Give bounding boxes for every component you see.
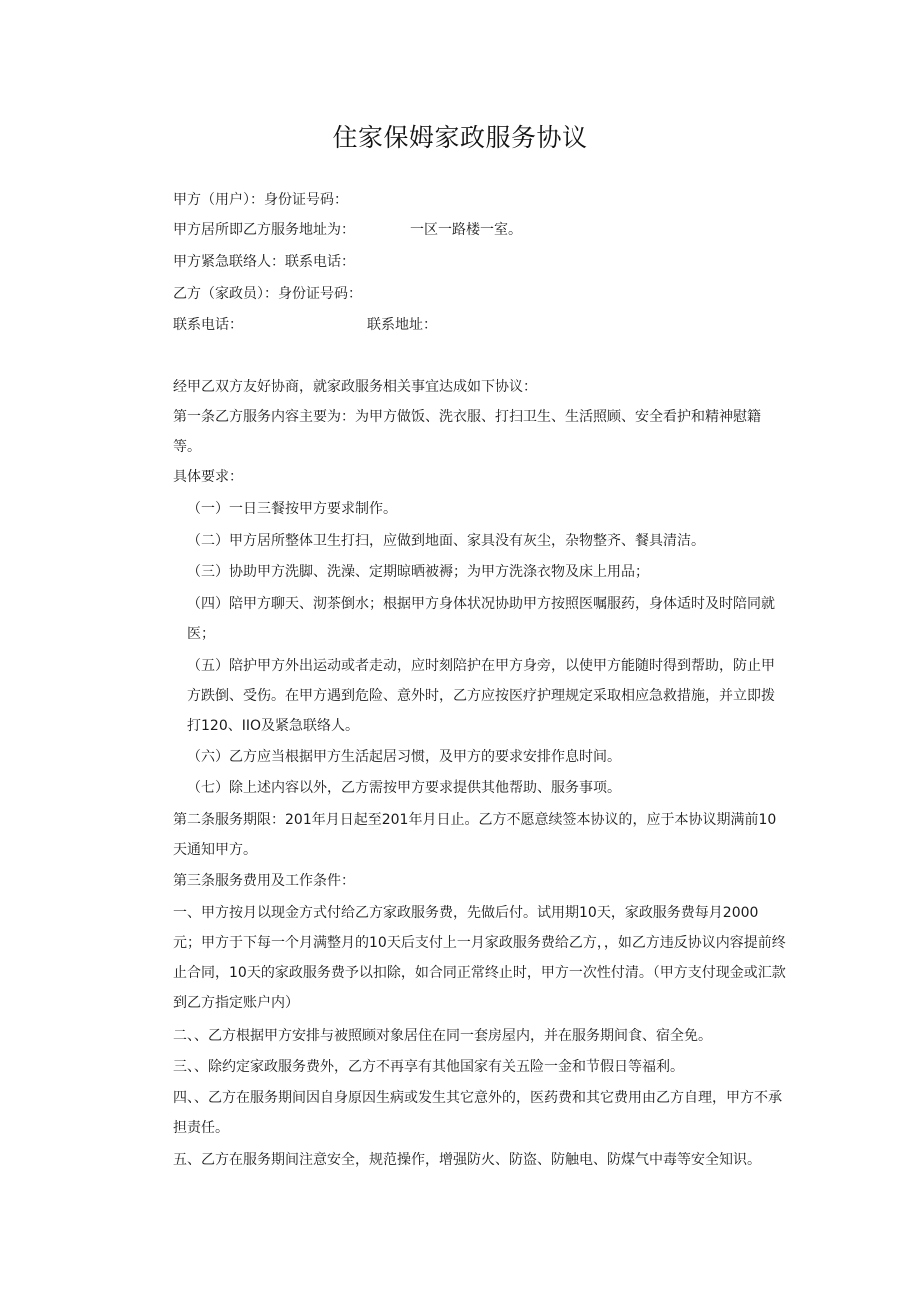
contact-phone-label: 联系电话： [173,317,243,333]
service-address-value: 一区一路楼一室。 [410,222,522,238]
requirements-heading [141,462,786,492]
clause [141,1083,786,1143]
clause-text: 一、甲方按月以现金方式付给乙方家政服务费，先做后付。试用期10天，家政服务费每月2000元；甲方于下每一个月满整月的10天后支付上一月家政服务费给乙方，，如乙方违反协议内容提前终止合同，10天的家政服务费予以扣除，如合同正常终止时，甲方一次性付清。（甲方支付现金或汇款到乙方指定账户内） [173,905,786,1011]
clause-text: 四、、乙方在服务期间因自身原因生病或发生其它意外的，医药费和其它费用由乙方自理，甲方不承担责任。 [173,1090,782,1136]
list-item [141,742,786,772]
intro-text: 经甲乙双方友好协商，就家政服务相关事宜达成如下协议： [173,379,537,395]
list-item-text: （四）陪甲方聊天、沏茶倒水；根据甲方身体状况协助甲方按照医嘱服药，身体适时及时陪同就医； [187,596,775,642]
list-item-text: （五）陪护甲方外出运动或者走动，应时刻陪护在甲方身旁，以使甲方能随时得到帮助，防止甲方跌倒、受伤。在甲方遇到危险、意外时，乙方应按医疗护理规定采取相应急救措施，并立即拨打120、IIO及紧急联络人。 [187,658,775,734]
clause-text: 五、乙方在服务期间注意安全，规范操作，增强防火、防盗、防触电、防煤气中毒等安全知识。 [173,1152,761,1168]
list-item [141,651,786,741]
clause-text: 三、、除约定家政服务费外，乙方不再享有其他国家有关五险一金和节假日等福利。 [173,1059,684,1075]
article-2 [141,805,786,865]
party-b-line: 乙方（家政员）：身份证号码： [173,286,362,302]
clause [141,898,786,1018]
list-item [141,773,786,803]
party-a-line: 甲方（用户）：身份证号码： [173,192,348,208]
article-3-text: 第三条服务费用及工作条件： [173,873,355,889]
clause [141,1052,786,1082]
list-item [141,589,786,649]
contact-address-label: 联系地址： [367,317,437,333]
clause [141,1021,786,1051]
article-2-text: 第二条服务期限：201年月日起至201年月日止。乙方不愿意续签本协议的，应于本协议期满前10天通知甲方。 [173,812,777,858]
article-3 [141,866,786,896]
list-item [141,557,786,587]
article-1-text: 第一条乙方服务内容主要为：为甲方做饭、洗衣服、打扫卫生、生活照顾、安全看护和精神慰籍等。 [173,409,761,455]
list-item-text: （三）协助甲方洗脚、洗澡、定期晾晒被褥；为甲方洗涤衣物及床上用品； [187,564,649,580]
service-address-label: 甲方居所即乙方服务地址为： [173,222,355,238]
article-1 [141,402,786,462]
page-title: 住家保姆家政服务协议 [332,123,588,152]
list-item-text: （六）乙方应当根据甲方生活起居习惯，及甲方的要求安排作息时间。 [187,749,621,765]
intro-paragraph [141,372,786,402]
list-item-text: （七）除上述内容以外，乙方需按甲方要求提供其他帮助、服务事项。 [187,780,621,796]
requirements-text: 具体要求： [173,469,243,485]
list-item [141,494,786,524]
list-item-text: （一）一日三餐按甲方要求制作。 [187,501,397,517]
list-item [141,526,786,556]
clause [141,1145,786,1175]
emergency-contact-line: 甲方紧急联络人：联系电话： [173,254,355,270]
list-item-text: （二）甲方居所整体卫生打扫，应做到地面、家具没有灰尘，杂物整齐、餐具清洁。 [187,533,705,549]
clause-text: 二、、乙方根据甲方安排与被照顾对象居住在同一套房屋内，并在服务期间食、宿全免。 [173,1028,712,1044]
